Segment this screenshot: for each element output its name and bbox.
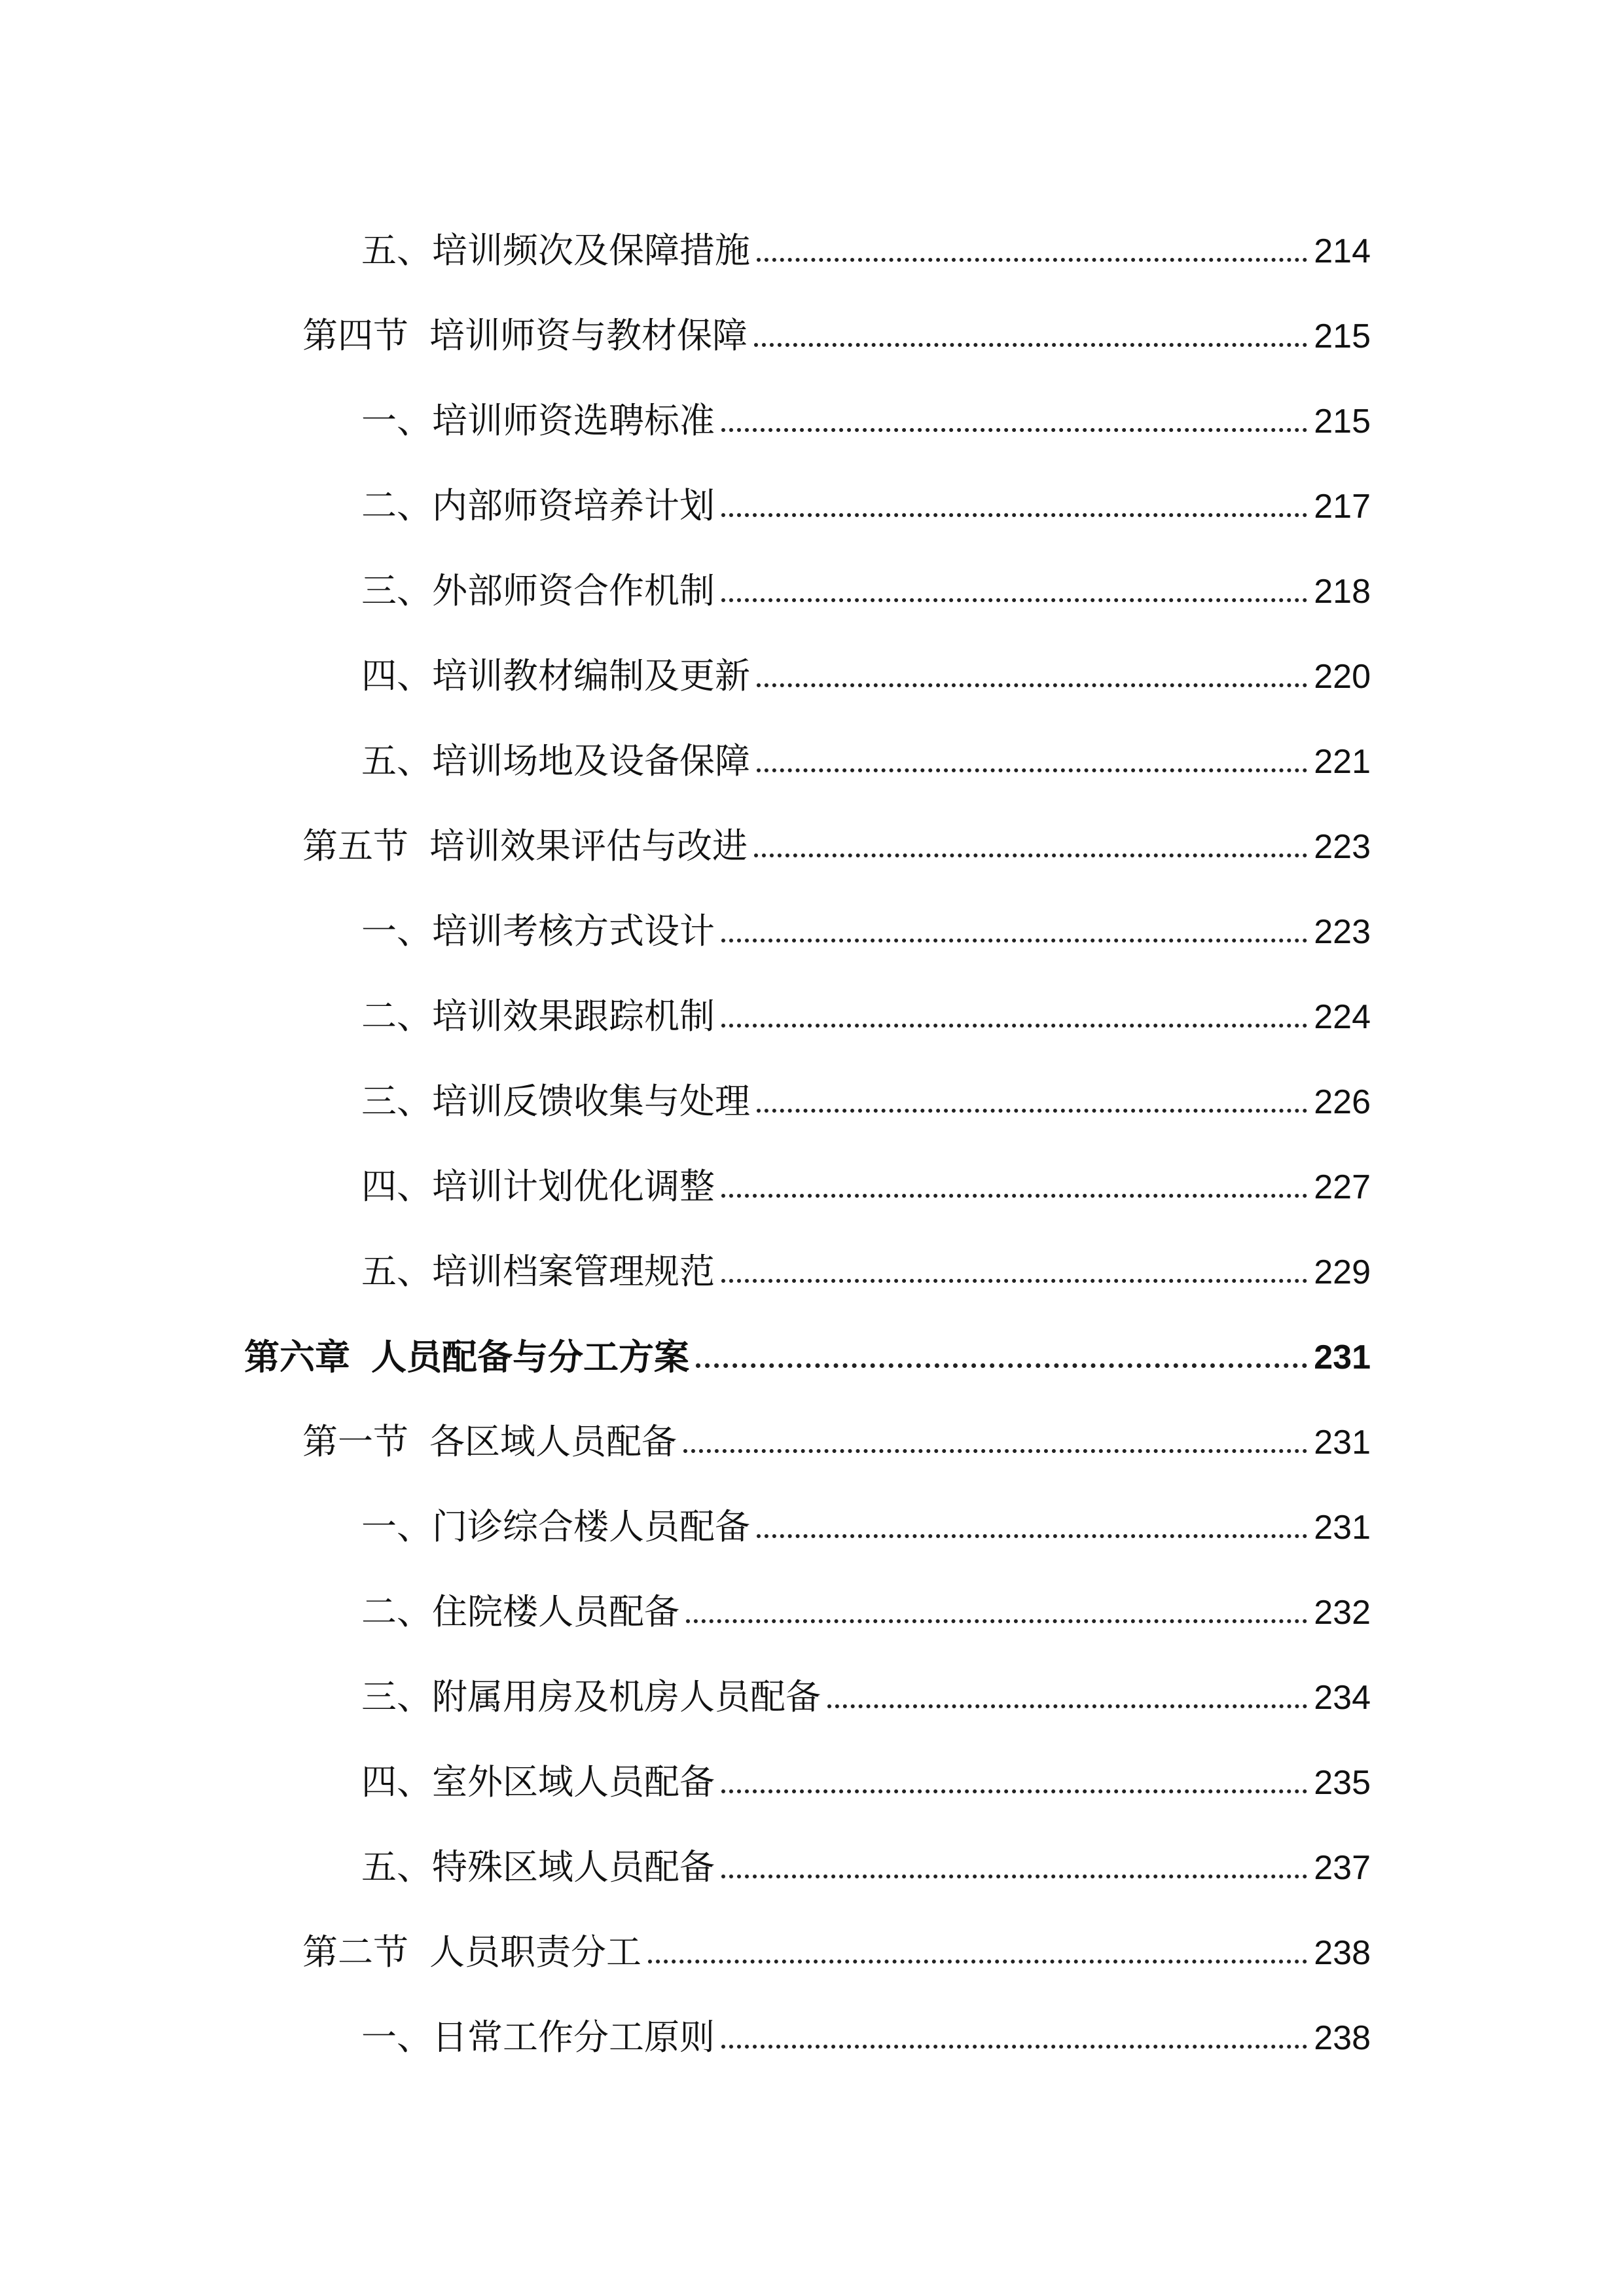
toc-entry-title: 门诊综合楼人员配备 xyxy=(432,1506,750,1547)
toc-entry-page-number: 223 xyxy=(1314,913,1371,951)
toc-entry[interactable] xyxy=(361,1826,1371,1888)
toc-entry-title: 培训频次及保障措施 xyxy=(432,230,750,271)
toc-entry-page-number: 217 xyxy=(1314,488,1371,526)
toc-entry-title: 住院楼人员配备 xyxy=(432,1591,679,1632)
toc-entry-title: 附属用房及机房人员配备 xyxy=(432,1676,821,1717)
toc-entry-page-number: 237 xyxy=(1314,1849,1371,1887)
toc-entry-title: 人员职责分工 xyxy=(429,1931,641,1973)
toc-entry-page-number: 226 xyxy=(1314,1083,1371,1121)
toc-entry-title: 培训计划优化调整 xyxy=(432,1166,715,1207)
toc-entry-title: 特殊区域人员配备 xyxy=(432,1846,715,1888)
toc-entry[interactable] xyxy=(361,975,1371,1037)
toc-entry-page-number: 238 xyxy=(1314,1934,1371,1972)
toc-entry-title: 培训效果跟踪机制 xyxy=(432,996,715,1037)
toc-entry-prefix: 五、 xyxy=(361,230,432,271)
dot-leader xyxy=(721,1279,1307,1283)
toc-entry-page-number: 218 xyxy=(1314,573,1371,611)
toc-entry[interactable] xyxy=(361,1656,1371,1715)
toc-entry-page-number: 221 xyxy=(1314,743,1371,781)
toc-entry-prefix: 第五节 xyxy=(302,825,408,867)
toc-entry-page-number: 232 xyxy=(1314,1594,1371,1632)
toc-entry-prefix: 二、 xyxy=(361,485,432,526)
toc-entry-page-number: 231 xyxy=(1314,1424,1371,1462)
toc-entry-title: 培训考核方式设计 xyxy=(432,910,715,952)
toc-entry-prefix: 二、 xyxy=(361,996,432,1037)
toc-entry[interactable] xyxy=(302,1401,1371,1460)
dot-leader xyxy=(648,1960,1307,1964)
toc-entry-prefix: 五、 xyxy=(361,740,432,781)
toc-entry-page-number: 235 xyxy=(1314,1764,1371,1802)
toc-entry-page-number: 220 xyxy=(1314,658,1371,696)
toc-entry-title: 日常工作分工原则 xyxy=(432,2017,715,2058)
toc-entry[interactable] xyxy=(361,1060,1371,1122)
dot-leader xyxy=(683,1449,1307,1453)
toc-chapter-entry[interactable] xyxy=(244,1316,1371,1378)
toc-entry-prefix: 五、 xyxy=(361,1846,432,1888)
toc-entry-title: 培训场地及设备保障 xyxy=(432,740,750,781)
toc-entry[interactable] xyxy=(302,295,1371,356)
dot-leader xyxy=(721,1024,1307,1028)
dot-leader xyxy=(757,1534,1307,1538)
toc-entry-prefix: 一、 xyxy=(361,400,432,441)
toc-entry-prefix: 第二节 xyxy=(302,1931,408,1973)
toc-entry[interactable] xyxy=(361,1230,1371,1292)
toc-entry-page-number: 214 xyxy=(1314,232,1371,270)
toc-entry-page-number: 231 xyxy=(1314,1338,1371,1376)
toc-entry-prefix: 一、 xyxy=(361,2017,432,2058)
toc-entry[interactable] xyxy=(361,380,1371,439)
toc-entry-page-number: 215 xyxy=(1314,317,1371,355)
toc-entry-title: 室外区域人员配备 xyxy=(432,1761,715,1803)
dot-leader xyxy=(827,1704,1307,1708)
toc-entry-prefix: 第六章 xyxy=(244,1336,350,1378)
toc-entry-title: 培训教材编制及更新 xyxy=(432,655,750,696)
toc-entry-page-number: 229 xyxy=(1314,1253,1371,1291)
toc-entry-prefix: 一、 xyxy=(361,910,432,952)
toc-entry[interactable] xyxy=(361,635,1371,694)
toc-entry-title: 培训效果评估与改进 xyxy=(429,825,748,867)
toc-entry[interactable] xyxy=(361,550,1371,609)
toc-entry-title: 外部师资合作机制 xyxy=(432,570,715,611)
toc-entry-page-number: 231 xyxy=(1314,1509,1371,1547)
toc-entry[interactable] xyxy=(302,805,1371,867)
toc-entry-title: 内部师资培养计划 xyxy=(432,485,715,526)
toc-entry-page-number: 238 xyxy=(1314,2019,1371,2057)
toc-entry-prefix: 三、 xyxy=(361,570,432,611)
toc-entry-page-number: 227 xyxy=(1314,1168,1371,1206)
toc-entry-prefix: 二、 xyxy=(361,1591,432,1632)
toc-entry[interactable] xyxy=(361,1145,1371,1207)
toc-entry-page-number: 234 xyxy=(1314,1679,1371,1717)
dot-leader xyxy=(721,1194,1307,1198)
dot-leader xyxy=(757,768,1307,772)
toc-entry[interactable] xyxy=(361,1996,1371,2058)
toc-entry[interactable] xyxy=(361,1571,1371,1630)
dot-leader xyxy=(754,853,1307,857)
toc-entry-title: 人员配备与分工方案 xyxy=(371,1336,689,1378)
toc-entry-prefix: 三、 xyxy=(361,1081,432,1122)
toc-entry[interactable] xyxy=(361,1741,1371,1803)
dot-leader xyxy=(721,939,1307,942)
toc-entry-title: 培训师资与教材保障 xyxy=(429,315,748,356)
toc-entry-prefix: 五、 xyxy=(361,1251,432,1292)
dot-leader xyxy=(757,683,1307,687)
toc-entry-title: 培训师资选聘标准 xyxy=(432,400,715,441)
dot-leader xyxy=(754,343,1307,347)
toc-entry[interactable] xyxy=(361,890,1371,952)
toc-entry-prefix: 四、 xyxy=(361,1761,432,1803)
toc-entry[interactable] xyxy=(361,720,1371,779)
toc-entry-prefix: 四、 xyxy=(361,1166,432,1207)
toc-entry-prefix: 第四节 xyxy=(302,315,408,356)
toc-entry-title: 培训反馈收集与处理 xyxy=(432,1081,750,1122)
toc-entry[interactable] xyxy=(361,1486,1371,1545)
toc-entry-prefix: 四、 xyxy=(361,655,432,696)
dot-leader xyxy=(721,1874,1307,1878)
toc-entry[interactable] xyxy=(361,465,1371,524)
dot-leader xyxy=(757,1109,1307,1113)
toc-entry-title: 各区域人员配备 xyxy=(429,1421,677,1462)
dot-leader xyxy=(721,598,1307,602)
dot-leader xyxy=(757,258,1307,262)
dot-leader xyxy=(721,513,1307,517)
toc-entry-prefix: 三、 xyxy=(361,1676,432,1717)
toc-entry-prefix: 第一节 xyxy=(302,1421,408,1462)
toc-entry-prefix: 一、 xyxy=(361,1506,432,1547)
toc-entry-title: 培训档案管理规范 xyxy=(432,1251,715,1292)
dot-leader xyxy=(721,2045,1307,2049)
toc-entry-page-number: 224 xyxy=(1314,998,1371,1036)
toc-entry-page-number: 215 xyxy=(1314,403,1371,440)
toc-entry[interactable] xyxy=(361,209,1371,271)
toc-entry-page-number: 223 xyxy=(1314,828,1371,866)
dot-leader xyxy=(696,1363,1307,1368)
toc-entry[interactable] xyxy=(302,1911,1371,1973)
dot-leader xyxy=(686,1619,1307,1623)
dot-leader xyxy=(721,428,1307,432)
dot-leader xyxy=(721,1789,1307,1793)
